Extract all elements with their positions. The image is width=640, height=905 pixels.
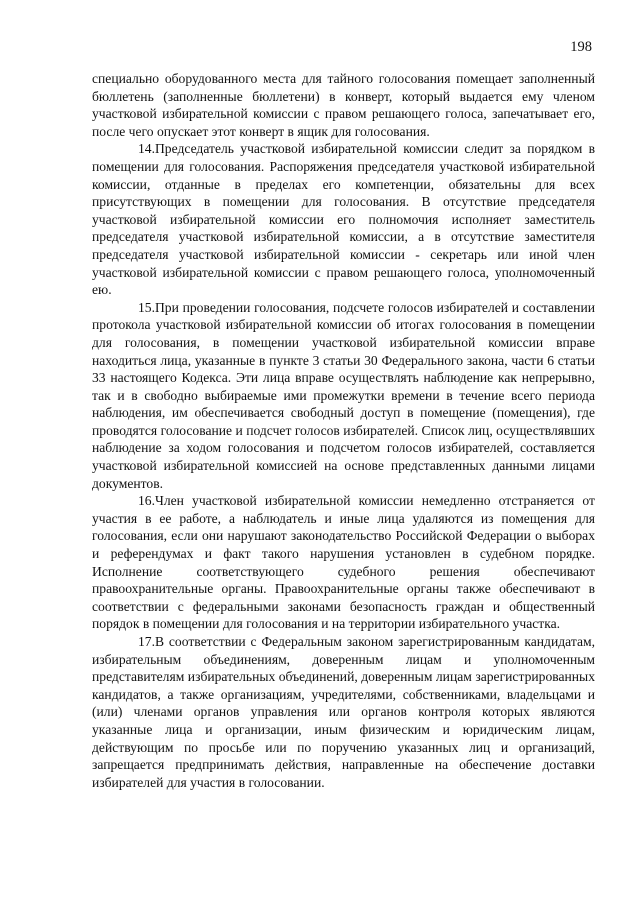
paragraph-14: 14.Председатель участковой избирательной комиссии следит за порядком в помещении для голосования. Распоряжения председателя участковой избирательной комиссии, отданные в пределах его компетенции, обязательны для всех присутствующих в помещении для голосования. В отсутствие председателя участковой избирательной комиссии его полномочия исполняет заместитель председателя участковой избирательной комиссии, а в отсутствие заместителя председателя участковой избирательной комиссии - секретарь или иной член участковой избирательной комиссии с правом решающего голоса, уполномоченный ею. [92, 141, 595, 298]
paragraph-16: 16.Член участковой избирательной комиссии немедленно отстраняется от участия в ее работе, а наблюдатель и иные лица удаляются из помещения для голосования, если они нарушают законодательство Российской Федерации о выборах и референдумах и факт такого нарушения установлен в судебном порядке. Исполнение соответствующего судебного решения обеспечивают правоохранительные органы. Правоохранительные органы также обеспечивают в соответствии с федеральными законами безопасность граждан и общественный порядок в помещении для голосования и на территории избирательного участка. [92, 493, 595, 632]
paragraph-17: 17.В соответствии с Федеральным законом зарегистрированным кандидатам, избирательным объединениям, доверенным лицам и уполномоченным представителям избирательных объединений, доверенным лицам зарегистрированных кандидатов, а также организациям, учредителями, собственниками, владельцами и (или) членами органов управления или органов контроля которых являются указанные лица и организации, иным физическим и юридическим лицам, действующим по просьбе или по поручению указанных лиц и организаций, запрещается предпринимать действия, направленные на обеспечение доставки избирателей для участия в голосовании. [92, 634, 595, 790]
paragraph-15: 15.При проведении голосования, подсчете голосов избирателей и составлении протокола участковой избирательной комиссии об итогах голосования в помещении для голосования, в помещении участковой избирательной комиссии вправе находиться лица, указанные в пункте 3 статьи 30 Федерального закона, части 6 статьи 33 настоящего Кодекса. Эти лица вправе осуществлять наблюдение как непрерывно, так и в свободно выбираемые ими промежутки времени в течение всего периода наблюдения, им обеспечивается свободный доступ в помещение (помещения), где проводятся голосование и подсчет голосов избирателей. Список лиц, осуществлявших наблюдение за ходом голосования и подсчетом голосов избирателей, составляется участковой избирательной комиссией на основе представленных данными лицами документов. [92, 299, 595, 491]
paragraph-continuation: специально оборудованного места для тайного голосования помещает заполненный бюллетень (заполненные бюллетени) в конверт, который выдается ему членом участковой избирательной комиссии с правом решающего голоса, запечатывает его, после чего опускает этот конверт в ящик для голосования. [92, 71, 595, 139]
body-text [92, 70, 595, 791]
page-number: 198 [570, 39, 592, 55]
